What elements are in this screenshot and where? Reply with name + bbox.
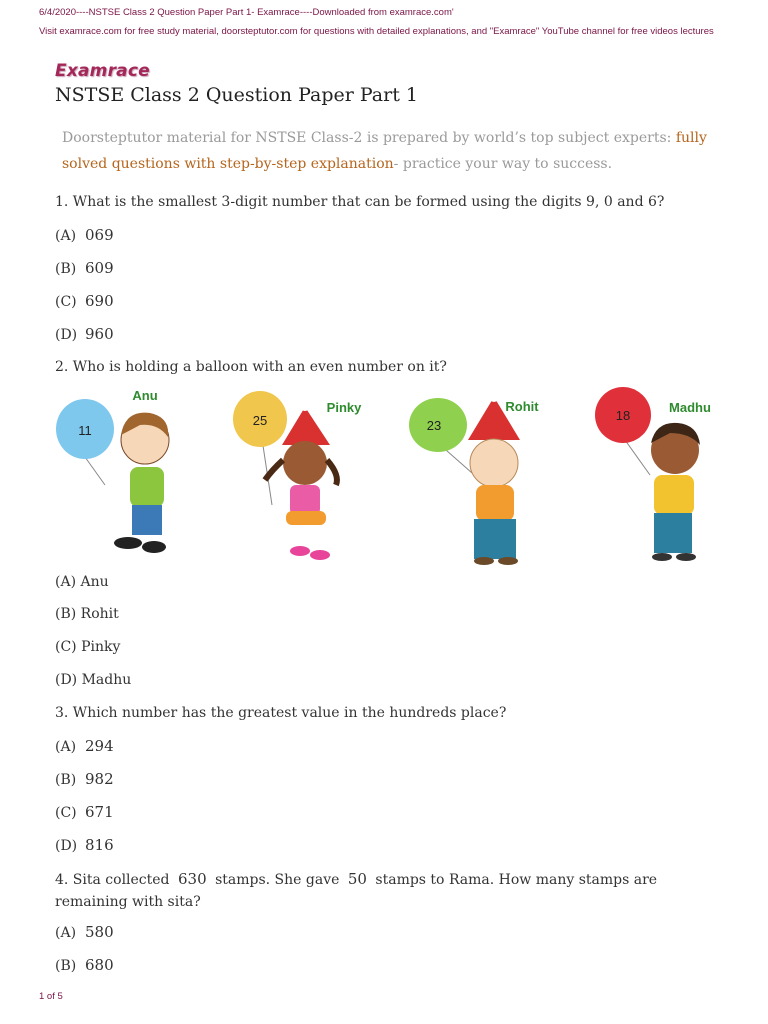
- intro-tail: - practice your way to success.: [393, 156, 613, 172]
- option-value: 816: [85, 836, 114, 854]
- question-3: 3. Which number has the greatest value in the hundreds place?: [55, 705, 507, 721]
- q2-option-b[interactable]: (B) Rohit: [55, 606, 119, 622]
- anu-balloon-number: 11: [78, 423, 92, 438]
- option-value: 580: [85, 923, 114, 941]
- option-label: (A): [55, 925, 77, 941]
- question-4: [55, 868, 715, 913]
- anu-figure: [56, 388, 169, 553]
- option-label: (D): [55, 327, 78, 343]
- q4-option-a[interactable]: [55, 923, 114, 941]
- option-value: 671: [85, 803, 114, 821]
- visit-header: Visit examrace.com for free study material, doorsteptutor.com for questions with detailed explanations, and "Examrace" YouTube channel for free videos lectures: [39, 26, 714, 37]
- question-1: 1. What is the smallest 3-digit number that can be formed using the digits 9, 0 and 6?: [55, 194, 665, 210]
- children-balloons-figure: [50, 385, 730, 570]
- option-label: (B): [55, 261, 77, 277]
- option-value: 069: [85, 226, 114, 244]
- q3-option-d[interactable]: [55, 836, 114, 854]
- intro-highlight-link[interactable]: fully solved questions with step-by-step explanation: [62, 130, 707, 172]
- pinky-balloon-number: 25: [252, 413, 268, 428]
- option-value: 294: [85, 737, 114, 755]
- q4-number-1: 630: [177, 870, 207, 888]
- q3-option-a[interactable]: [55, 737, 114, 755]
- option-label: (A): [55, 739, 77, 755]
- option-value: 609: [85, 259, 114, 277]
- q1-option-c[interactable]: [55, 292, 114, 310]
- q2-option-c[interactable]: (C) Pinky: [55, 639, 121, 655]
- download-header: 6/4/2020----NSTSE Class 2 Question Paper Part 1- Examrace----Downloaded from examrace.com': [39, 7, 454, 18]
- rohit-figure: [409, 392, 539, 565]
- q4-option-b[interactable]: [55, 956, 114, 974]
- q3-option-c[interactable]: [55, 803, 114, 821]
- rohit-balloon-number: 23: [426, 418, 442, 433]
- option-label: (B): [55, 958, 77, 974]
- q2-option-a[interactable]: (A) Anu: [55, 574, 109, 590]
- option-value: 690: [85, 292, 114, 310]
- rohit-label: Rohit: [505, 399, 539, 414]
- anu-label: Anu: [132, 388, 158, 403]
- option-label: (C): [55, 294, 77, 310]
- option-label: (B): [55, 772, 77, 788]
- q4-text-c: stamps to Rama. How many stamps are remaining with sita?: [55, 872, 658, 910]
- madhu-label: Madhu: [669, 400, 711, 415]
- option-label: (D): [55, 838, 78, 854]
- option-label: (C): [55, 805, 77, 821]
- examrace-logo: Examrace: [55, 61, 150, 81]
- option-value: 982: [85, 770, 114, 788]
- q3-option-b[interactable]: [55, 770, 114, 788]
- q4-number-2: 50: [347, 870, 367, 888]
- madhu-figure: [595, 387, 711, 561]
- q4-text-b: stamps. She gave: [215, 872, 340, 888]
- page-title: NSTSE Class 2 Question Paper Part 1: [55, 84, 418, 106]
- intro-paragraph: [62, 125, 712, 177]
- pinky-figure: [233, 391, 362, 560]
- intro-text: Doorsteptutor material for NSTSE Class-2 is prepared by world’s top subject experts:: [62, 130, 676, 146]
- option-value: 680: [85, 956, 114, 974]
- option-label: (A): [55, 228, 77, 244]
- q1-option-a[interactable]: [55, 226, 114, 244]
- q1-option-b[interactable]: [55, 259, 114, 277]
- madhu-balloon-number: 18: [615, 408, 631, 423]
- pinky-label: Pinky: [326, 400, 362, 415]
- q2-option-d[interactable]: (D) Madhu: [55, 672, 132, 688]
- q4-text-a: 4. Sita collected: [55, 872, 170, 888]
- page-counter: 1 of 5: [39, 991, 63, 1002]
- option-value: 960: [85, 325, 114, 343]
- q1-option-d[interactable]: [55, 325, 114, 343]
- question-2: 2. Who is holding a balloon with an even number on it?: [55, 359, 447, 375]
